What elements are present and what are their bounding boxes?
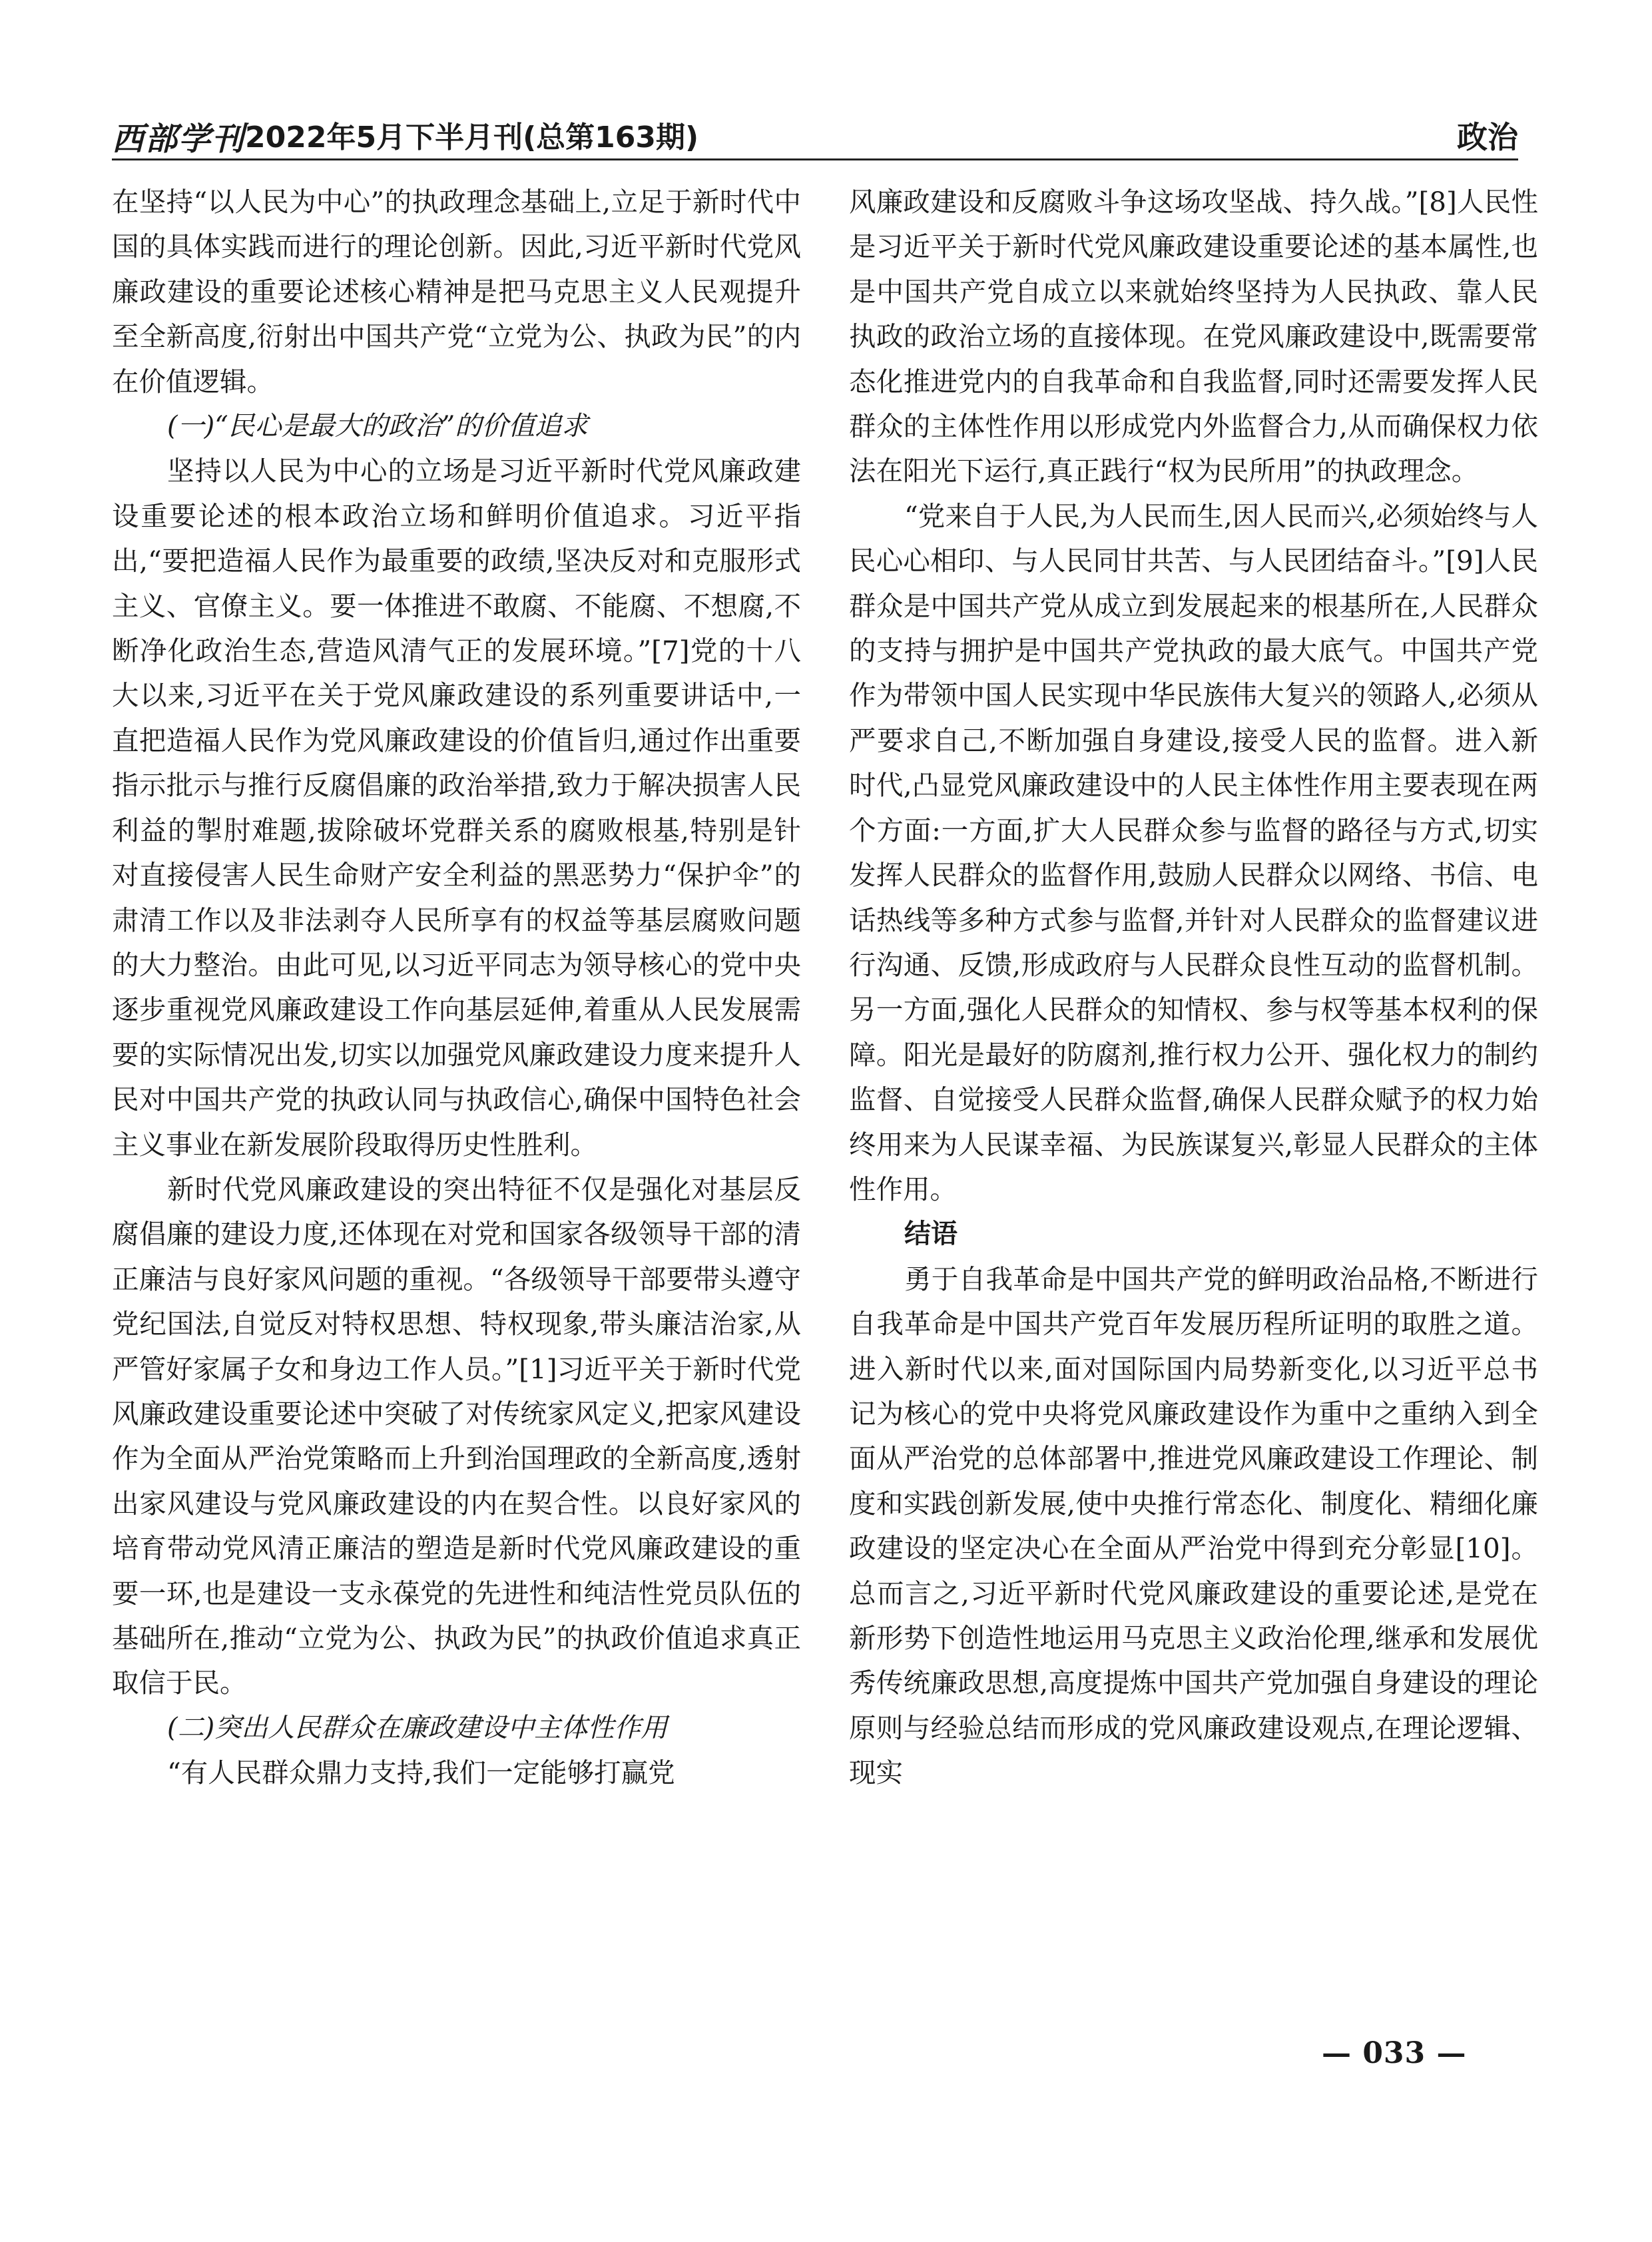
- conclusion-heading: 结语: [904, 1219, 958, 1250]
- journal-logo: 西部学刊: [112, 121, 246, 158]
- paragraph: 新时代党风廉政建设的突出特征不仅是强化对基层反腐倡廉的建设力度,还体现在对党和国家各级领导干部的清正廉洁与良好家风问题的重视。“各级领导干部要带头遵守党纪国法,自觉反对特权思想、特权现象,带头廉洁治家,从严管好家属子女和身边工作人员。”[1]习近平关于新时代党风廉政建设重要论述中突破了对传统家风定义,把家风建设作为全面从严治党策略而上升到治国理政的全新高度,透射出家风建设与党风廉政建设的内在契合性。以良好家风的培育带动党风清正廉洁的塑造是新时代党风廉政建设的重要一环,也是建设一支永葆党的先进性和纯洁性党员队伍的基础所在,推动“立党为公、执政为民”的执政价值追求真正取信于民。: [112, 1173, 801, 1699]
- subsection-heading: (二)突出人民群众在廉政建设中主体性作用: [167, 1712, 668, 1743]
- page-number: — 033 —: [1322, 2036, 1467, 2070]
- paragraph: 在坚持“以人民为中心”的执政理念基础上,立足于新时代中国的具体实践而进行的理论创新。因此,习近平新时代党风廉政建设的重要论述核心精神是把马克思主义人民观提升至全新高度,衍射出中国共产党“立党为公、执政为民”的内在价值逻辑。: [112, 186, 801, 398]
- right-column: [849, 180, 1538, 1796]
- running-header: [112, 107, 1518, 160]
- paragraph: “党来自于人民,为人民而生,因人民而兴,必须始终与人民心心相印、与人民同甘共苦、与人民团结奋斗。”[9]人民群众是中国共产党从成立到发展起来的根基所在,人民群众的支持与拥护是中国共产党执政的最大底气。中国共产党作为带领中国人民实现中华民族伟大复兴的领路人,必须从严要求自己,不断加强自身建设,接受人民的监督。进入新时代,凸显党风廉政建设中的人民主体性作用主要表现在两个方面:一方面,扩大人民群众参与监督的路径与方式,切实发挥人民群众的监督作用,鼓励人民群众以网络、书信、电话热线等多种方式参与监督,并针对人民群众的监督建议进行沟通、反馈,形成政府与人民群众良性互动的监督机制。另一方面,强化人民群众的知情权、参与权等基本权利的保障。阳光是最好的防腐剂,推行权力公开、强化权力的制约监督、自觉接受人民群众监督,确保人民群众赋予的权力始终用来为人民谋幸福、为民族谋复兴,彰显人民群众的主体性作用。: [849, 499, 1538, 1205]
- paragraph: 勇于自我革命是中国共产党的鲜明政治品格,不断进行自我革命是中国共产党百年发展历程所证明的取胜之道。进入新时代以来,面对国际国内局势新变化,以习近平总书记为核心的党中央将党风廉政建设作为重中之重纳入到全面从严治党的总体部署中,推进党风廉政建设工作理论、制度和实践创新发展,使中央推行常态化、制度化、精细化廉政建设的坚定决心在全面从严治党中得到充分彰显[10]。总而言之,习近平新时代党风廉政建设的重要论述,是党在新形势下创造性地运用马克思主义政治伦理,继承和发展优秀传统廉政思想,高度提炼中国共产党加强自身建设的理论原则与经验总结而形成的党风廉政建设观点,在理论逻辑、现实: [849, 1262, 1538, 1789]
- paragraph: “有人民群众鼎力支持,我们一定能够打赢党: [167, 1757, 675, 1789]
- paragraph: 风廉政建设和反腐败斗争这场攻坚战、持久战。”[8]人民性是习近平关于新时代党风廉政建设重要论述的基本属性,也是中国共产党自成立以来就始终坚持为人民执政、靠人民执政的政治立场的直接体现。在党风廉政建设中,既需要常态化推进党内的自我革命和自我监督,同时还需要发挥人民群众的主体性作用以形成党内外监督合力,从而确保权力依法在阳光下运行,真正践行“权为民所用”的执政理念。: [849, 186, 1538, 487]
- header-rule: [112, 158, 1518, 160]
- subsection-heading: (一)“民心是最大的政治”的价值追求: [167, 411, 589, 442]
- issue-info: 2022年5月下半月刊(总第163期): [245, 121, 699, 154]
- paragraph: 坚持以人民为中心的立场是习近平新时代党风廉政建设重要论述的根本政治立场和鲜明价值追求。习近平指出,“要把造福人民作为最重要的政绩,坚决反对和克服形式主义、官僚主义。要一体推进不敢腐、不能腐、不想腐,不断净化政治生态,营造风清气正的发展环境。”[7]党的十八大以来,习近平在关于党风廉政建设的系列重要讲话中,一直把造福人民作为党风廉政建设的价值旨归,通过作出重要指示批示与推行反腐倡廉的政治举措,致力于解决损害人民利益的掣肘难题,拔除破坏党群关系的腐败根基,特别是针对直接侵害人民生命财产安全利益的黑恶势力“保护伞”的肃清工作以及非法剥夺人民所享有的权益等基层腐败问题的大力整治。由此可见,以习近平同志为领导核心的党中央逐步重视党风廉政建设工作向基层延伸,着重从人民发展需要的实际情况出发,切实以加强党风廉政建设力度来提升人民对中国共产党的执政认同与执政信心,确保中国特色社会主义事业在新发展阶段取得历史性胜利。: [112, 455, 801, 1161]
- left-column: [112, 180, 801, 1796]
- section-label: 政治: [1457, 119, 1518, 155]
